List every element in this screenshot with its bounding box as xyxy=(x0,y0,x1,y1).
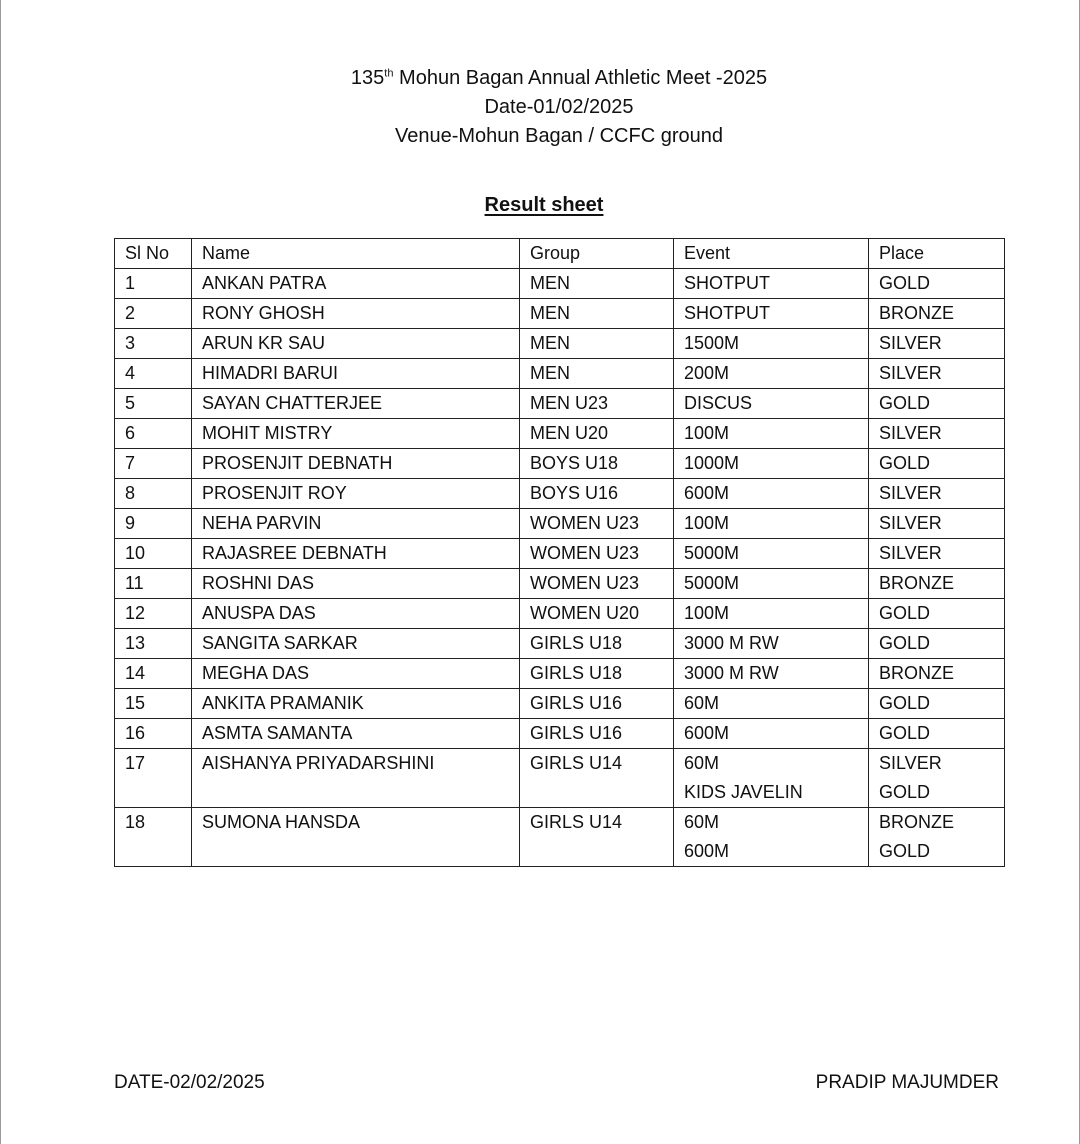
cell-group: WOMEN U23 xyxy=(520,539,674,569)
result-sheet-title: Result sheet xyxy=(484,194,604,216)
cell-event-entry: 600M xyxy=(684,483,730,503)
cell-event-entry: 1500M xyxy=(684,333,740,353)
cell-group: MEN U23 xyxy=(520,389,674,419)
cell-name: ANUSPA DAS xyxy=(192,599,520,629)
cell-name: SUMONA HANSDA xyxy=(192,808,520,867)
cell-event-entry: 600M xyxy=(684,723,730,743)
table-row xyxy=(115,389,1005,419)
column-header-place: Place xyxy=(869,239,1005,269)
cell-group: MEN xyxy=(520,359,674,389)
cell-place-entry: SILVER xyxy=(879,333,942,353)
cell-sl-no: 2 xyxy=(115,299,192,329)
meet-edition-suffix: th xyxy=(384,67,394,80)
cell-place-entry: GOLD xyxy=(879,782,931,802)
table-row xyxy=(115,539,1005,569)
column-header-name: Name xyxy=(192,239,520,269)
cell-sl-no: 18 xyxy=(115,808,192,867)
cell-place-entry: GOLD xyxy=(879,393,931,413)
cell-place xyxy=(869,329,1005,359)
column-header-event: Event xyxy=(674,239,869,269)
cell-event xyxy=(674,689,869,719)
table-row xyxy=(115,629,1005,659)
cell-sl-no: 16 xyxy=(115,719,192,749)
cell-place xyxy=(869,689,1005,719)
cell-sl-no: 17 xyxy=(115,749,192,808)
cell-place xyxy=(869,449,1005,479)
results-table-body xyxy=(115,269,1005,867)
cell-sl-no: 13 xyxy=(115,629,192,659)
cell-name: AISHANYA PRIYADARSHINI xyxy=(192,749,520,808)
cell-sl-no: 11 xyxy=(115,569,192,599)
cell-place xyxy=(869,808,1005,867)
cell-place xyxy=(869,389,1005,419)
cell-event-entry: SHOTPUT xyxy=(684,273,771,293)
cell-event-entry: 100M xyxy=(684,603,730,623)
table-row xyxy=(115,329,1005,359)
cell-event-entry: 1000M xyxy=(684,453,740,473)
cell-place-entry: BRONZE xyxy=(879,663,955,683)
cell-name: RONY GHOSH xyxy=(192,299,520,329)
cell-name: NEHA PARVIN xyxy=(192,509,520,539)
cell-name: SAYAN CHATTERJEE xyxy=(192,389,520,419)
cell-group: GIRLS U16 xyxy=(520,719,674,749)
cell-event xyxy=(674,719,869,749)
table-row xyxy=(115,299,1005,329)
cell-group: WOMEN U23 xyxy=(520,569,674,599)
cell-group: BOYS U18 xyxy=(520,449,674,479)
cell-event-entry: 600M xyxy=(684,841,730,861)
table-header-row xyxy=(115,239,1005,269)
cell-sl-no: 5 xyxy=(115,389,192,419)
meet-venue: Venue-Mohun Bagan / CCFC ground xyxy=(395,125,723,147)
table-row xyxy=(115,719,1005,749)
cell-event xyxy=(674,479,869,509)
cell-event-entry: 200M xyxy=(684,363,730,383)
cell-sl-no: 4 xyxy=(115,359,192,389)
cell-group: MEN U20 xyxy=(520,419,674,449)
cell-name: SANGITA SARKAR xyxy=(192,629,520,659)
cell-event-entry: KIDS JAVELIN xyxy=(684,782,803,802)
cell-place-entry: SILVER xyxy=(879,513,942,533)
table-row xyxy=(115,419,1005,449)
cell-event-entry: SHOTPUT xyxy=(684,303,771,323)
cell-place-entry: GOLD xyxy=(879,273,931,293)
column-header-group: Group xyxy=(520,239,674,269)
cell-event xyxy=(674,449,869,479)
cell-place-entry: SILVER xyxy=(879,543,942,563)
cell-group: GIRLS U18 xyxy=(520,629,674,659)
cell-name: MEGHA DAS xyxy=(192,659,520,689)
cell-place xyxy=(869,299,1005,329)
cell-place xyxy=(869,359,1005,389)
cell-event xyxy=(674,569,869,599)
cell-event-entry: 5000M xyxy=(684,573,740,593)
cell-name: RAJASREE DEBNATH xyxy=(192,539,520,569)
document-header xyxy=(1,64,1080,151)
footer-date: DATE-02/02/2025 xyxy=(114,1072,265,1093)
cell-event xyxy=(674,808,869,867)
cell-group: GIRLS U18 xyxy=(520,659,674,689)
cell-sl-no: 3 xyxy=(115,329,192,359)
column-header-sl-no: Sl No xyxy=(115,239,192,269)
table-row xyxy=(115,808,1005,867)
cell-event-entry: 3000 M RW xyxy=(684,633,779,653)
cell-event xyxy=(674,329,869,359)
cell-group: WOMEN U23 xyxy=(520,509,674,539)
meet-name: Mohun Bagan Annual Athletic Meet -2025 xyxy=(393,67,768,89)
cell-group: BOYS U16 xyxy=(520,479,674,509)
cell-place-entry: GOLD xyxy=(879,693,931,713)
table-row xyxy=(115,509,1005,539)
cell-group: MEN xyxy=(520,329,674,359)
cell-group: GIRLS U14 xyxy=(520,808,674,867)
meet-edition-number: 135 xyxy=(350,67,385,89)
table-row xyxy=(115,359,1005,389)
meet-title xyxy=(1,64,1080,93)
cell-sl-no: 15 xyxy=(115,689,192,719)
cell-name: ASMTA SAMANTA xyxy=(192,719,520,749)
cell-sl-no: 9 xyxy=(115,509,192,539)
cell-place xyxy=(869,479,1005,509)
footer-signatory: PRADIP MAJUMDER xyxy=(815,1072,999,1093)
cell-event-entry: 100M xyxy=(684,513,730,533)
cell-event xyxy=(674,269,869,299)
cell-event xyxy=(674,419,869,449)
cell-place-entry: GOLD xyxy=(879,633,931,653)
cell-place xyxy=(869,719,1005,749)
cell-event xyxy=(674,659,869,689)
cell-place-entry: SILVER xyxy=(879,423,942,443)
cell-place xyxy=(869,539,1005,569)
cell-sl-no: 7 xyxy=(115,449,192,479)
cell-place-entry: GOLD xyxy=(879,841,931,861)
cell-place xyxy=(869,749,1005,808)
cell-name: HIMADRI BARUI xyxy=(192,359,520,389)
cell-name: ANKITA PRAMANIK xyxy=(192,689,520,719)
meet-date: Date-01/02/2025 xyxy=(484,96,634,118)
table-row xyxy=(115,269,1005,299)
cell-place xyxy=(869,569,1005,599)
cell-place-entry: SILVER xyxy=(879,483,942,503)
cell-place-entry: BRONZE xyxy=(879,573,955,593)
cell-event-entry: 60M xyxy=(684,693,720,713)
cell-event-entry: DISCUS xyxy=(684,393,753,413)
table-row xyxy=(115,599,1005,629)
table-row xyxy=(115,689,1005,719)
table-row xyxy=(115,479,1005,509)
cell-group: GIRLS U16 xyxy=(520,689,674,719)
cell-event-entry: 5000M xyxy=(684,543,740,563)
cell-group: WOMEN U20 xyxy=(520,599,674,629)
table-row xyxy=(115,569,1005,599)
cell-event xyxy=(674,539,869,569)
cell-event xyxy=(674,299,869,329)
cell-place-entry: BRONZE xyxy=(879,303,955,323)
cell-name: ROSHNI DAS xyxy=(192,569,520,599)
cell-group: MEN xyxy=(520,299,674,329)
cell-sl-no: 1 xyxy=(115,269,192,299)
cell-sl-no: 6 xyxy=(115,419,192,449)
cell-place xyxy=(869,629,1005,659)
cell-event xyxy=(674,629,869,659)
table-row xyxy=(115,749,1005,808)
table-row xyxy=(115,659,1005,689)
cell-place xyxy=(869,659,1005,689)
cell-place-entry: GOLD xyxy=(879,723,931,743)
cell-event xyxy=(674,389,869,419)
cell-place-entry: GOLD xyxy=(879,453,931,473)
results-table xyxy=(114,238,1005,867)
cell-event xyxy=(674,599,869,629)
cell-place xyxy=(869,269,1005,299)
cell-sl-no: 14 xyxy=(115,659,192,689)
cell-name: PROSENJIT DEBNATH xyxy=(192,449,520,479)
cell-place xyxy=(869,599,1005,629)
cell-sl-no: 10 xyxy=(115,539,192,569)
cell-name: MOHIT MISTRY xyxy=(192,419,520,449)
cell-place-entry: BRONZE xyxy=(879,812,955,832)
cell-group: GIRLS U14 xyxy=(520,749,674,808)
cell-place-entry: SILVER xyxy=(879,363,942,383)
cell-place-entry: GOLD xyxy=(879,603,931,623)
cell-sl-no: 12 xyxy=(115,599,192,629)
cell-event-entry: 100M xyxy=(684,423,730,443)
cell-event-entry: 60M xyxy=(684,753,720,773)
cell-name: ARUN KR SAU xyxy=(192,329,520,359)
cell-event xyxy=(674,509,869,539)
cell-event-entry: 60M xyxy=(684,812,720,832)
cell-place xyxy=(869,419,1005,449)
cell-sl-no: 8 xyxy=(115,479,192,509)
cell-name: ANKAN PATRA xyxy=(192,269,520,299)
cell-event xyxy=(674,749,869,808)
cell-event xyxy=(674,359,869,389)
cell-name: PROSENJIT ROY xyxy=(192,479,520,509)
cell-place xyxy=(869,509,1005,539)
cell-event-entry: 3000 M RW xyxy=(684,663,779,683)
table-row xyxy=(115,449,1005,479)
cell-place-entry: SILVER xyxy=(879,753,942,773)
cell-group: MEN xyxy=(520,269,674,299)
